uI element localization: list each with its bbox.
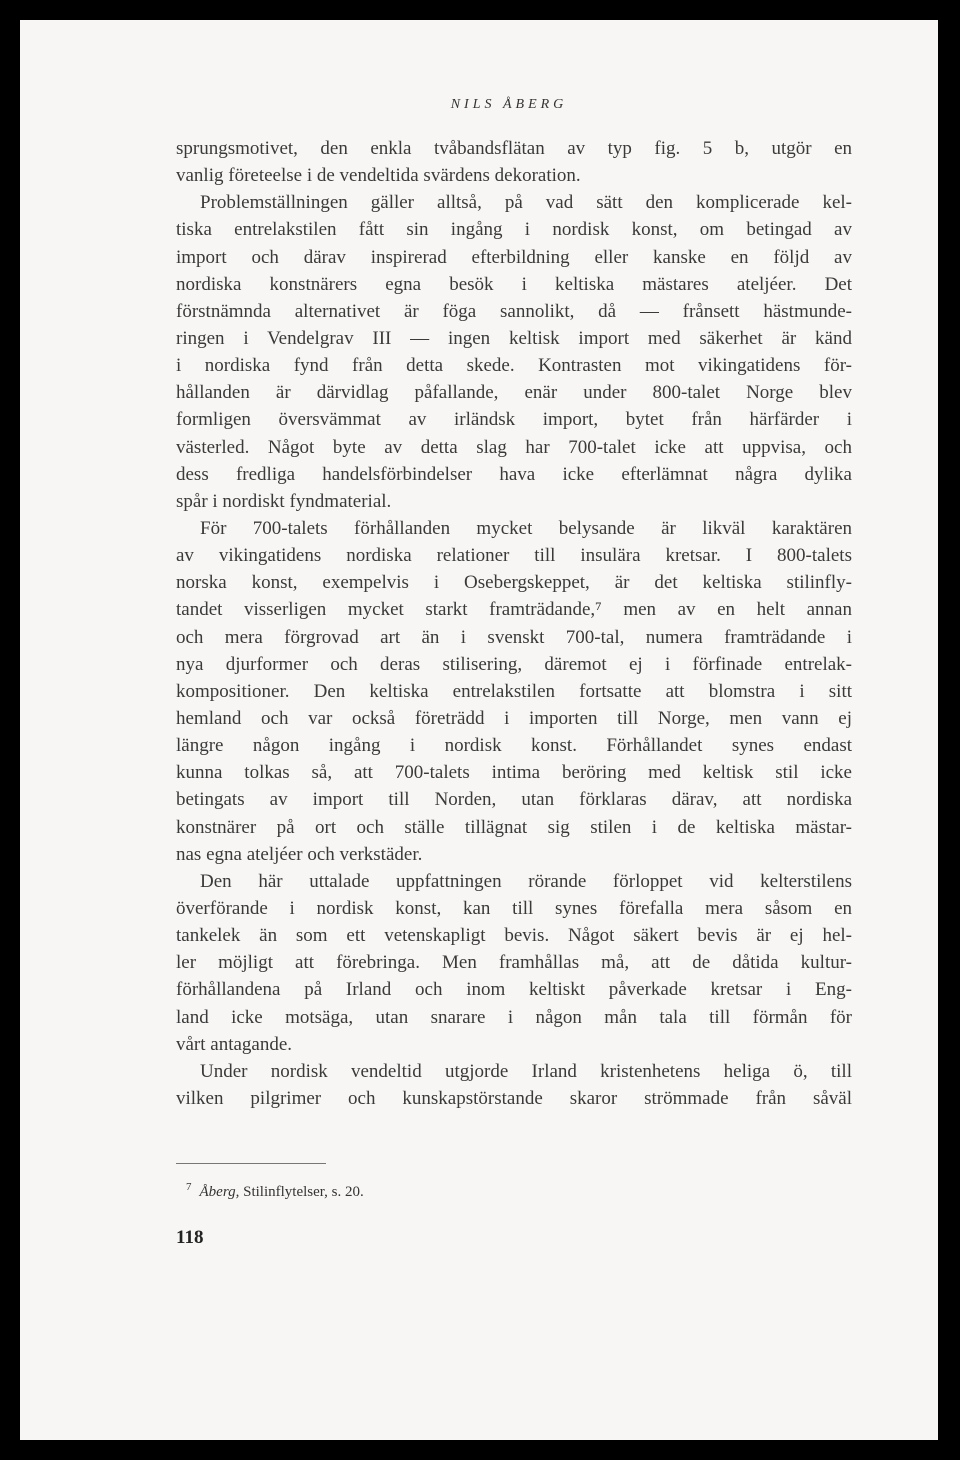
text-line: norska konst, exempelvis i Osebergskeppet, är det keltiska stilinfly- bbox=[176, 572, 852, 594]
text-line: kunna tolkas så, att 700-talets intima beröring med keltisk stil icke bbox=[176, 762, 852, 784]
footnote-author: Åberg, bbox=[199, 1184, 240, 1200]
text-line: Problemställningen gäller alltså, på vad sätt den komplicerade kel- bbox=[200, 192, 852, 214]
text-line: överförande i nordisk konst, kan till synes förefalla mera såsom en bbox=[176, 897, 852, 919]
text-line: av vikingatidens nordiska relationer till insulära kretsar. I 800-talets bbox=[176, 545, 852, 567]
text-line: hållanden är därvidlag påfallande, enär under 800-talet Norge blev bbox=[176, 382, 852, 404]
text-line: nordiska konstnärers egna besök i keltiska mästares ateljéer. Det bbox=[176, 273, 852, 295]
text-line: vanlig företeelse i de vendeltida svärdens dekoration. bbox=[176, 165, 581, 187]
text-line: land icke motsäga, utan snarare i någon mån tala till förmån för bbox=[176, 1006, 852, 1028]
text-line: och mera förgrovad art än i svenskt 700-tal, numera framträdande i bbox=[176, 626, 852, 648]
text-line: vilken pilgrimer och kunskapstörstande skaror strömmade från såväl bbox=[176, 1087, 852, 1109]
text-line: ler möjligt att förebringa. Men framhållas må, att de dåtida kultur- bbox=[176, 952, 852, 974]
text-line: spår i nordiskt fyndmaterial. bbox=[176, 490, 392, 512]
text-line: kompositioner. Den keltiska entrelakstilen fortsatte att blomstra i sitt bbox=[176, 680, 852, 702]
text-line: hemland och var också företrädd i importen till Norge, men vann ej bbox=[176, 707, 852, 729]
text-line: import och därav inspirerad efterbildning eller kanske en följd av bbox=[176, 246, 852, 268]
text-line: sprungsmotivet, den enkla tvåbandsflätan av typ fig. 5 b, utgör en bbox=[176, 138, 852, 159]
running-head: NILS ÅBERG bbox=[450, 97, 568, 112]
text-line: ringen i Vendelgrav III — ingen keltisk import med säkerhet är känd bbox=[176, 327, 852, 349]
text-line: formligen översvämmat av irländsk import, bytet från härfärder i bbox=[176, 409, 852, 431]
page-number: 118 bbox=[176, 1227, 204, 1248]
text-line: dess fredliga handelsförbindelser hava icke efterlämnat några dylika bbox=[176, 463, 852, 485]
footnote-number: 7 bbox=[186, 1181, 192, 1193]
footnote-text: Stilinflytelser, s. 20. bbox=[239, 1184, 364, 1200]
text-line: längre någon ingång i nordisk konst. Förhållandet synes endast bbox=[176, 735, 852, 757]
text-line: tankelek än som ett vetenskapligt bevis. Något säkert bevis är ej hel- bbox=[176, 925, 852, 947]
body-text bbox=[176, 135, 852, 1112]
text-line: Under nordisk vendeltid utgjorde Irland kristenhetens heliga ö, till bbox=[200, 1060, 852, 1082]
text-line: tandet visserligen mycket starkt framträdande,⁷ men av en helt annan bbox=[176, 599, 852, 621]
text-line: konstnärer på ort och ställe tillägnat sig stilen i de keltiska mästar- bbox=[176, 816, 852, 838]
text-line: i nordiska fynd från detta skede. Kontrasten mot vikingatidens för- bbox=[176, 355, 852, 377]
text-line: För 700-talets förhållanden mycket belysande är likväl karaktären bbox=[200, 517, 852, 539]
text-line: Den här uttalade uppfattningen rörande förloppet vid kelterstilens bbox=[200, 870, 852, 892]
text-line: vårt antagande. bbox=[176, 1033, 293, 1055]
text-line: betingats av import till Norden, utan förklaras därav, att nordiska bbox=[176, 789, 852, 811]
text-line: förhållandena på Irland och inom keltiskt påverkade kretsar i Eng- bbox=[176, 979, 852, 1001]
text-line: förstnämnda alternativet är föga sannolikt, då — frånsett hästmunde- bbox=[176, 300, 852, 322]
text-line: västerled. Något byte av detta slag har 700-talet icke att uppvisa, och bbox=[176, 436, 852, 458]
text-line: tiska entrelakstilen fått sin ingång i nordisk konst, om betingad av bbox=[176, 219, 852, 241]
book-page bbox=[20, 20, 938, 1440]
text-line: nas egna ateljéer och verkstäder. bbox=[176, 843, 423, 865]
footnote bbox=[186, 1181, 364, 1201]
footnote-rule bbox=[176, 1163, 326, 1164]
text-line: nya djurformer och deras stilisering, däremot ej i förfinade entrelak- bbox=[176, 653, 852, 675]
